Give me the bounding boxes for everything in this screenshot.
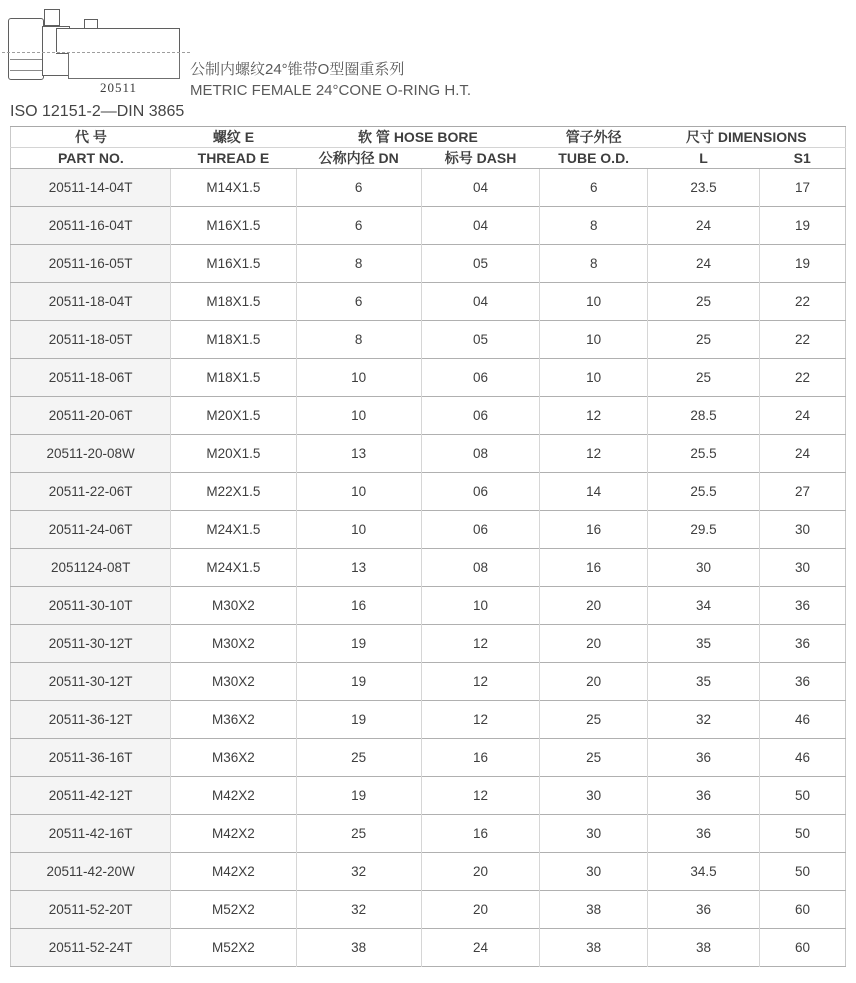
- cell-value: 32: [648, 701, 760, 739]
- cell-value: M18X1.5: [171, 359, 296, 397]
- cell-value: 25.5: [648, 473, 760, 511]
- cell-value: M20X1.5: [171, 435, 296, 473]
- cell-part-no: 20511-24-06T: [11, 511, 171, 549]
- cell-value: 20: [421, 853, 540, 891]
- table-row: [11, 169, 846, 207]
- cell-part-no: 20511-42-16T: [11, 815, 171, 853]
- col-header-thread-cn: 螺纹 E: [171, 127, 296, 148]
- cell-part-no: 20511-16-05T: [11, 245, 171, 283]
- cell-value: 60: [759, 929, 845, 967]
- cell-value: 14: [540, 473, 648, 511]
- cell-value: 22: [759, 321, 845, 359]
- header-row-en: [11, 148, 846, 169]
- cell-part-no: 20511-52-24T: [11, 929, 171, 967]
- table-row: [11, 245, 846, 283]
- cell-value: 04: [421, 207, 540, 245]
- cell-part-no: 20511-18-05T: [11, 321, 171, 359]
- cell-value: 12: [540, 397, 648, 435]
- cell-value: 22: [759, 359, 845, 397]
- header-row-cn: [11, 127, 846, 148]
- table-row: [11, 511, 846, 549]
- nut-section-hatch: [10, 20, 42, 44]
- cell-part-no: 2051124-08T: [11, 549, 171, 587]
- cell-part-no: 20511-30-12T: [11, 625, 171, 663]
- cell-value: 19: [296, 663, 421, 701]
- table-row: [11, 473, 846, 511]
- cell-value: 25.5: [648, 435, 760, 473]
- cell-value: M24X1.5: [171, 549, 296, 587]
- cell-value: 36: [648, 815, 760, 853]
- spec-table-header: [11, 127, 846, 169]
- cell-value: 50: [759, 853, 845, 891]
- spec-table-body: [11, 169, 846, 967]
- cell-value: 38: [540, 929, 648, 967]
- cell-value: 30: [540, 777, 648, 815]
- cell-value: 16: [540, 549, 648, 587]
- cell-value: M42X2: [171, 777, 296, 815]
- cell-value: M24X1.5: [171, 511, 296, 549]
- series-title-block: [190, 59, 471, 101]
- cell-value: M42X2: [171, 815, 296, 853]
- cell-value: 36: [648, 739, 760, 777]
- cell-value: M36X2: [171, 739, 296, 777]
- cell-value: 10: [296, 511, 421, 549]
- cell-value: 30: [759, 511, 845, 549]
- cell-value: 16: [296, 587, 421, 625]
- nut-facet-line: [10, 59, 42, 60]
- cell-value: 25: [296, 815, 421, 853]
- cell-value: 35: [648, 663, 760, 701]
- cell-value: 06: [421, 359, 540, 397]
- cell-value: 08: [421, 549, 540, 587]
- cell-value: 16: [421, 815, 540, 853]
- standard-reference: ISO 12151-2—DIN 3865: [10, 103, 185, 120]
- cell-value: 25: [296, 739, 421, 777]
- table-row: [11, 929, 846, 967]
- table-row: [11, 397, 846, 435]
- cell-value: 46: [759, 701, 845, 739]
- table-row: [11, 815, 846, 853]
- table-row: [11, 777, 846, 815]
- cell-value: 20: [540, 587, 648, 625]
- cell-value: 30: [540, 815, 648, 853]
- cell-value: 32: [296, 853, 421, 891]
- col-header-part-cn: 代 号: [11, 127, 171, 148]
- nut-step-shape: [44, 9, 60, 26]
- col-header-dash: 标号 DASH: [421, 148, 540, 169]
- nut-facet-line: [10, 70, 42, 71]
- fitting-drawing: [8, 2, 190, 100]
- cell-value: 38: [540, 891, 648, 929]
- cell-value: M18X1.5: [171, 283, 296, 321]
- cell-value: M30X2: [171, 625, 296, 663]
- table-row: [11, 549, 846, 587]
- cell-value: 12: [421, 663, 540, 701]
- cell-value: 36: [648, 891, 760, 929]
- cell-value: 16: [540, 511, 648, 549]
- table-row: [11, 435, 846, 473]
- cell-value: M52X2: [171, 891, 296, 929]
- col-header-tube-od-cn: 管子外径: [540, 127, 648, 148]
- table-row: [11, 587, 846, 625]
- table-row: [11, 625, 846, 663]
- col-header-part-no: PART NO.: [11, 148, 171, 169]
- cell-value: 24: [759, 435, 845, 473]
- cell-value: 28.5: [648, 397, 760, 435]
- cell-value: 10: [296, 473, 421, 511]
- cell-part-no: 20511-20-08W: [11, 435, 171, 473]
- cell-value: 19: [759, 245, 845, 283]
- cell-value: 10: [540, 321, 648, 359]
- cell-value: 8: [540, 245, 648, 283]
- cell-part-no: 20511-42-20W: [11, 853, 171, 891]
- cell-value: 8: [296, 245, 421, 283]
- col-header-hose-bore: 软 管 HOSE BORE: [296, 127, 540, 148]
- cell-value: 20: [421, 891, 540, 929]
- col-header-thread-e: THREAD E: [171, 148, 296, 169]
- cell-value: 36: [759, 625, 845, 663]
- cell-value: M14X1.5: [171, 169, 296, 207]
- cell-part-no: 20511-18-06T: [11, 359, 171, 397]
- cell-value: 25: [648, 359, 760, 397]
- cell-value: 12: [421, 701, 540, 739]
- cell-part-no: 20511-36-12T: [11, 701, 171, 739]
- cell-value: 17: [759, 169, 845, 207]
- cell-part-no: 20511-22-06T: [11, 473, 171, 511]
- cell-value: 36: [648, 777, 760, 815]
- cell-value: 19: [759, 207, 845, 245]
- cell-value: 25: [648, 321, 760, 359]
- table-row: [11, 853, 846, 891]
- cell-value: 24: [421, 929, 540, 967]
- cell-value: 08: [421, 435, 540, 473]
- series-title-en: METRIC FEMALE 24°CONE O-RING H.T.: [190, 82, 472, 99]
- cell-value: 19: [296, 625, 421, 663]
- cell-value: 13: [296, 549, 421, 587]
- cell-value: M42X2: [171, 853, 296, 891]
- cell-value: 8: [296, 321, 421, 359]
- cell-value: 38: [648, 929, 760, 967]
- table-row: [11, 891, 846, 929]
- cell-part-no: 20511-42-12T: [11, 777, 171, 815]
- cell-part-no: 20511-36-16T: [11, 739, 171, 777]
- table-row: [11, 701, 846, 739]
- cell-part-no: 20511-20-06T: [11, 397, 171, 435]
- cell-part-no: 20511-52-20T: [11, 891, 171, 929]
- cell-value: 06: [421, 473, 540, 511]
- centerline: [2, 52, 190, 53]
- cell-value: 10: [421, 587, 540, 625]
- spec-table: [10, 126, 846, 967]
- cell-value: 04: [421, 283, 540, 321]
- cell-value: 34.5: [648, 853, 760, 891]
- cell-value: M30X2: [171, 587, 296, 625]
- cell-value: M18X1.5: [171, 321, 296, 359]
- cell-value: M36X2: [171, 701, 296, 739]
- col-header-dn: 公称内径 DN: [296, 148, 421, 169]
- col-header-dimensions: 尺寸 DIMENSIONS: [648, 127, 846, 148]
- cell-value: 30: [759, 549, 845, 587]
- cell-value: 25: [648, 283, 760, 321]
- cell-value: 04: [421, 169, 540, 207]
- cell-value: 10: [296, 359, 421, 397]
- hose-tail-shape: [68, 53, 180, 79]
- cell-value: 27: [759, 473, 845, 511]
- cell-value: M16X1.5: [171, 245, 296, 283]
- cell-value: 24: [759, 397, 845, 435]
- drawing-part-number: 20511: [100, 80, 138, 95]
- cell-value: 05: [421, 245, 540, 283]
- cell-part-no: 20511-16-04T: [11, 207, 171, 245]
- cell-value: 24: [648, 245, 760, 283]
- cell-value: 30: [648, 549, 760, 587]
- cell-value: 05: [421, 321, 540, 359]
- cell-value: 6: [540, 169, 648, 207]
- cell-value: 50: [759, 815, 845, 853]
- cell-value: 12: [540, 435, 648, 473]
- cell-value: M22X1.5: [171, 473, 296, 511]
- col-header-s1: S1: [759, 148, 845, 169]
- col-header-l: L: [648, 148, 760, 169]
- cell-value: 06: [421, 511, 540, 549]
- cell-value: 22: [759, 283, 845, 321]
- cell-value: 35: [648, 625, 760, 663]
- table-row: [11, 283, 846, 321]
- cell-value: M30X2: [171, 663, 296, 701]
- cell-value: 25: [540, 701, 648, 739]
- cell-value: 50: [759, 777, 845, 815]
- cell-value: 20: [540, 625, 648, 663]
- cell-part-no: 20511-14-04T: [11, 169, 171, 207]
- cell-value: 10: [296, 397, 421, 435]
- table-row: [11, 663, 846, 701]
- table-row: [11, 359, 846, 397]
- cell-value: 30: [540, 853, 648, 891]
- cell-part-no: 20511-30-10T: [11, 587, 171, 625]
- cell-part-no: 20511-18-04T: [11, 283, 171, 321]
- cell-value: 36: [759, 587, 845, 625]
- cell-part-no: 20511-30-12T: [11, 663, 171, 701]
- cell-value: 29.5: [648, 511, 760, 549]
- shell-section-shape: [56, 28, 180, 54]
- cell-value: 10: [540, 359, 648, 397]
- cell-value: 12: [421, 625, 540, 663]
- cell-value: 6: [296, 207, 421, 245]
- cell-value: 8: [540, 207, 648, 245]
- cell-value: 25: [540, 739, 648, 777]
- cell-value: 19: [296, 777, 421, 815]
- cell-value: M52X2: [171, 929, 296, 967]
- cell-value: 60: [759, 891, 845, 929]
- cell-value: 36: [759, 663, 845, 701]
- cell-value: 20: [540, 663, 648, 701]
- cell-value: M16X1.5: [171, 207, 296, 245]
- cell-value: 19: [296, 701, 421, 739]
- cell-value: 16: [421, 739, 540, 777]
- cell-value: 6: [296, 283, 421, 321]
- cell-value: 12: [421, 777, 540, 815]
- cell-value: 10: [540, 283, 648, 321]
- cell-value: 23.5: [648, 169, 760, 207]
- cell-value: 6: [296, 169, 421, 207]
- cell-value: M20X1.5: [171, 397, 296, 435]
- cell-value: 38: [296, 929, 421, 967]
- cell-value: 32: [296, 891, 421, 929]
- cell-value: 06: [421, 397, 540, 435]
- cell-value: 34: [648, 587, 760, 625]
- table-row: [11, 321, 846, 359]
- cell-value: 24: [648, 207, 760, 245]
- col-header-tube-od: TUBE O.D.: [540, 148, 648, 169]
- cell-value: 13: [296, 435, 421, 473]
- table-row: [11, 207, 846, 245]
- cell-value: 46: [759, 739, 845, 777]
- table-row: [11, 739, 846, 777]
- shell-notch-shape: [84, 19, 98, 29]
- series-title-cn: 公制内螺纹24°锥带O型圈重系列: [190, 61, 405, 78]
